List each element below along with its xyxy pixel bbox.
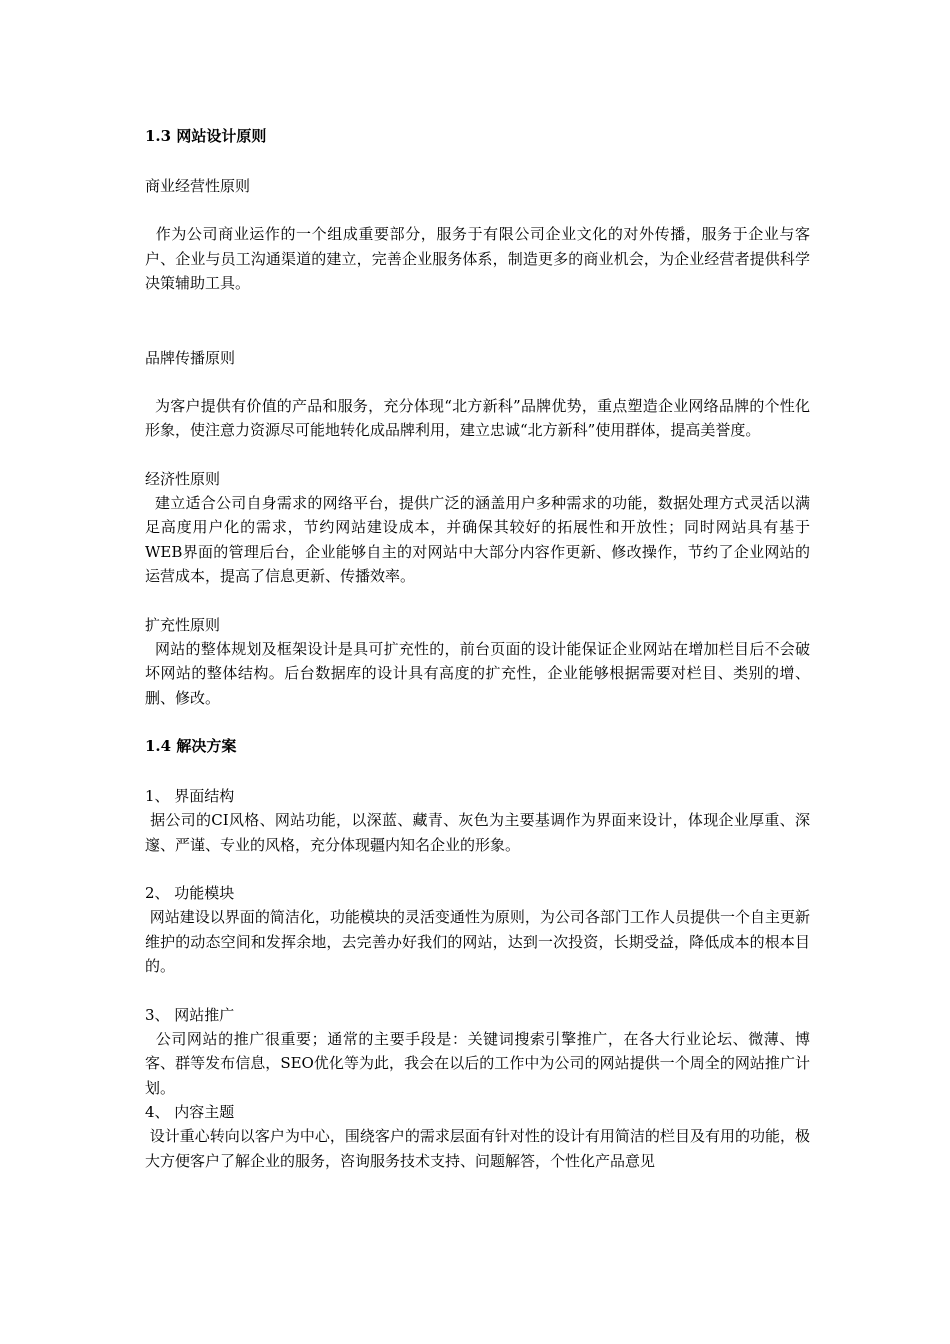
solution-title: 2、 功能模块: [145, 884, 235, 902]
solution-title: 3、 网站推广: [145, 1005, 235, 1024]
section-heading: 1.4 解决方案: [145, 737, 237, 755]
principle-title: 商业经营性原则: [145, 177, 251, 195]
principle-text: 作为公司商业运作的一个组成重要部分，服务于有限公司企业文化的对外传播，服务于企业与客户、企业与员工沟通渠道的建立，完善企业服务体系，制造更多的商业机会，为企业经营者提供科学决策辅助工具。: [145, 225, 810, 292]
solution-text: 设计重心转向以客户为中心，围绕客户的需求层面有针对性的设计有用简洁的栏目及有用的功能，极大方便客户了解企业的服务，咨询服务技术支持、问题解答，个性化产品意见: [145, 1127, 810, 1170]
solution-text: 公司网站的推广很重要；通常的主要手段是：关键词搜索引擎推广，在各大行业论坛、微薄、博客、群等发布信息，SEO优化等为此，我会在以后的工作中为公司的网站提供一个周全的网站推广计划。: [145, 1029, 810, 1097]
principle-text: 建立适合公司自身需求的网络平台，提供广泛的涵盖用户多种需求的功能，数据处理方式灵活以满足高度用户化的需求，节约网站建设成本，并确保其较好的拓展性和开放性；同时网站具有基于WEB界面的管理后台，企业能够自主的对网站中大部分内容作更新、修改操作，节约了企业网站的运营成本，提高了信息更新、传播效率。: [145, 493, 810, 585]
section-heading: 1.3 网站设计原则: [145, 127, 267, 145]
principle-title: 扩充性原则: [145, 615, 221, 634]
solution-text: 据公司的CI风格、网站功能，以深蓝、藏青、灰色为主要基调作为界面来设计，体现企业厚重、深邃、严谨、专业的风格，充分体现疆内知名企业的形象。: [145, 811, 810, 854]
principle-title: 品牌传播原则: [145, 348, 236, 367]
principle-text: 为客户提供有价值的产品和服务，充分体现“北方新科”品牌优势，重点塑造企业网络品牌的个性化形象，使注意力资源尽可能地转化成品牌利用，建立忠诚“北方新科”使用群体，提高美誉度。: [145, 396, 811, 439]
solution-title: 4、 内容主题: [145, 1103, 235, 1121]
principle-text: 网站的整体规划及框架设计是具可扩充性的，前台页面的设计能保证企业网站在增加栏目后不会破坏网站的整体结构。后台数据库的设计具有高度的扩充性，企业能够根据需要对栏目、类别的增、删、修改。: [145, 639, 810, 707]
document-page: [145, 124, 810, 1173]
solution-text: 网站建设以界面的简洁化，功能模块的灵活变通性为原则，为公司各部门工作人员提供一个自主更新维护的动态空间和发挥余地，去完善办好我们的网站，达到一次投资，长期受益，降低成本的根本目的。: [145, 908, 810, 975]
principle-title: 经济性原则: [145, 469, 221, 488]
solution-title: 1、 界面结构: [145, 787, 235, 805]
